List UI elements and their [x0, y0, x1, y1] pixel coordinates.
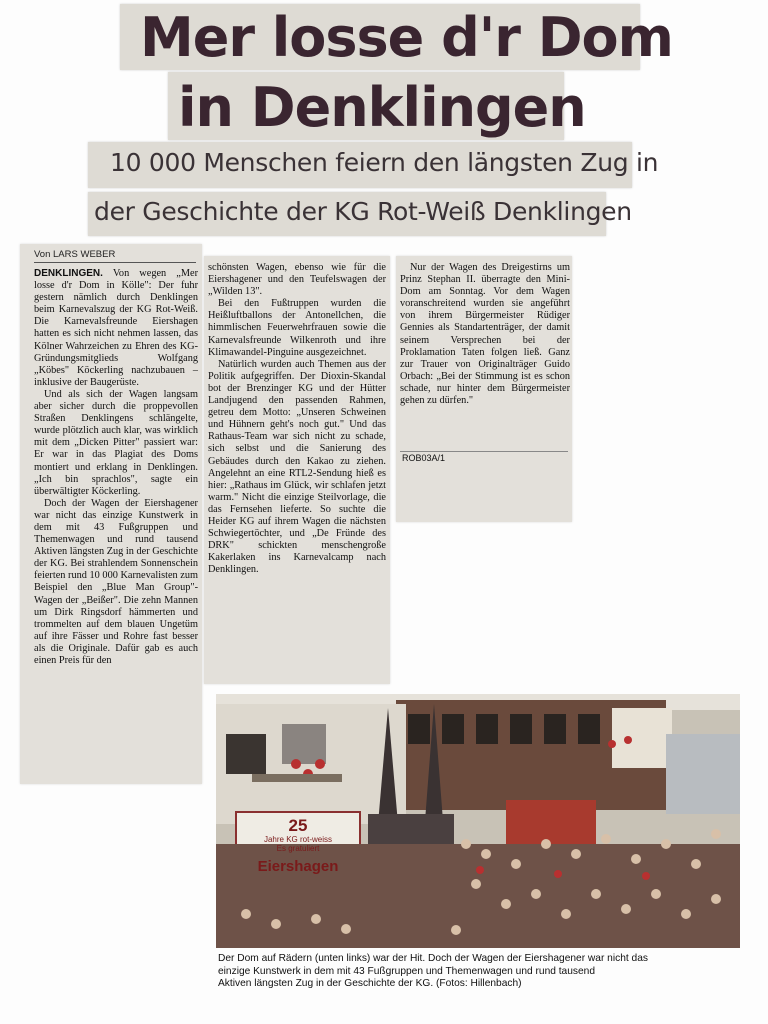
photo-caption: [218, 953, 688, 991]
sign-place: Eiershagen: [257, 858, 339, 875]
column-1-paragraph-2: Und als sich der Wagen langsam aber sicher durch die proppevollen Straßen Denklingens schlängelte, wurde plötzlich auch klar, was wirklich mit dem „Dicken Pitter" passiert war: Er war in das Plagiat des Doms montiert und erklang in Denklingen. „Ich bin sprachlos", sagte ein überwältigter Köckerling.: [34, 388, 198, 497]
column-2-paragraph-1: schönsten Wagen, ebenso wie für die Eiershagener und den Teufelswagen der „Wilden 13".: [208, 262, 386, 298]
subheadline-line-1: 10 000 Menschen feiern den längsten Zug in: [110, 148, 659, 177]
caption-line-2: einzige Kunstwerk in dem mit 43 Fußgruppen und Themenwagen und rund tausend: [218, 965, 595, 977]
byline: Von LARS WEBER: [34, 249, 116, 260]
dateline: DENKLINGEN.: [34, 268, 103, 279]
caption-line-3: Aktiven längsten Zug in der Geschichte der KG. (Fotos: Hillenbach): [218, 978, 522, 989]
column-3-end-rule: [400, 451, 568, 452]
column-3-text: [400, 262, 570, 450]
headline-line-2: in Denklingen: [178, 76, 586, 139]
column-1-paragraph-3: Doch der Wagen der Eiershagener war nicht das einzige Kunstwerk in dem mit 43 Fußgruppen und Themenwagen und rund tausend Aktiven längsten Zug in der Geschichte der KG. Bei strahlendem Sonnenschein feierten rund 10 000 Karnevalisten zum Beispiel den „Blue Man Group"-Wagen der „Beißer". Die zehn Mannen um Dirk Ringsdorf hämmerten und trommelten auf dem blauen Ungetüm auf ihre Fässer und Rohre fast besser als die Originale. Dafür gab es auch einen Preis für den: [34, 497, 198, 666]
article-code: ROB03A/1: [402, 453, 446, 463]
column-1-paragraph-1: Von wegen „Mer losse d'r Dom in Kölle": Der fuhr gestern nämlich durch Denklingen beim Karnevalszug der KG Rot-Weiß. Die Karnevalsfreunde Eiershagen hatten es sich nicht nehmen lassen, das Kölner Wahrzeichen zu Ehren des KG-Gründungsmitglieds Wolfgang „Köbes" Köckerling nachzubauen – inklusive der Baugerüste.: [34, 268, 198, 388]
subheadline-line-2: der Geschichte der KG Rot-Weiß Denklingen: [94, 197, 632, 226]
column-2-text: [208, 262, 386, 682]
column-2-paragraph-2: Bei den Fußtruppen wurden die Heißluftballons der Antonellchen, die himmlischen Feuerwehrfrauen sowie die Karnevalsfreunde Wilkenroth und ihre Klimawandel-Pinguine ausgezeichnet.: [208, 298, 386, 358]
column-3-paragraph-1: Nur der Wagen des Dreigestirns um Prinz Stephan II. überragte den Mini-Dom am Sonntag. Vor dem Wagen voranschreitend wurden sie angeführt von ihrem Bürgermeister Rüdiger Gennies als Standartenträger, der damit seinem Versprechen bei der Proklamation Taten folgen ließ. Ganz zur Trauer von Originalträger Guido Orbach: „Bei der Stimmung ist es schon schade, nur hinter dem Bürgermeister gehen zu dürfen.": [400, 262, 570, 407]
parade-photo: [216, 694, 740, 948]
sign-line-1: Jahre KG rot-weiss: [263, 835, 333, 844]
carnival-sign: [238, 814, 358, 892]
sign-line-2: Es gratuliert: [276, 844, 320, 853]
caption-line-1: Der Dom auf Rädern (unten links) war der Hit. Doch der Wagen der Eiershagener war nicht das: [218, 953, 648, 964]
column-2-paragraph-3: Natürlich wurden auch Themen aus der Politik aufgegriffen. Der Dioxin-Skandal bot der Brenzinger KG und der Hütter Landjugend den passenden Rahmen, getreu dem Motto: „Unseren Schweinen und Hühnern geht's noch gut." Und das Rathaus-Team war sich nicht zu schade, sich selbst und die Sanierung des Gebäudes durch den Kakao zu ziehen. Angelehnt an eine RTL2-Sendung hieß es hier: „Rathaus im Glück, wir schlafen jetzt warm." Nicht die einzige Steilvorlage, die das Fernsehen lieferte. So suchte die Heider KG auf ihrem Wagen die nächsten Schwiegertöchter, und „De Fründe des DRK" schickten menschengroße Kakerlaken ins Karnevalcamp nach Denklingen.: [208, 358, 386, 576]
headline-line-1: Mer losse d'r Dom: [140, 6, 673, 69]
sign-number: 25: [288, 816, 308, 835]
byline-rule: [34, 262, 196, 263]
column-1-text: [34, 268, 198, 780]
